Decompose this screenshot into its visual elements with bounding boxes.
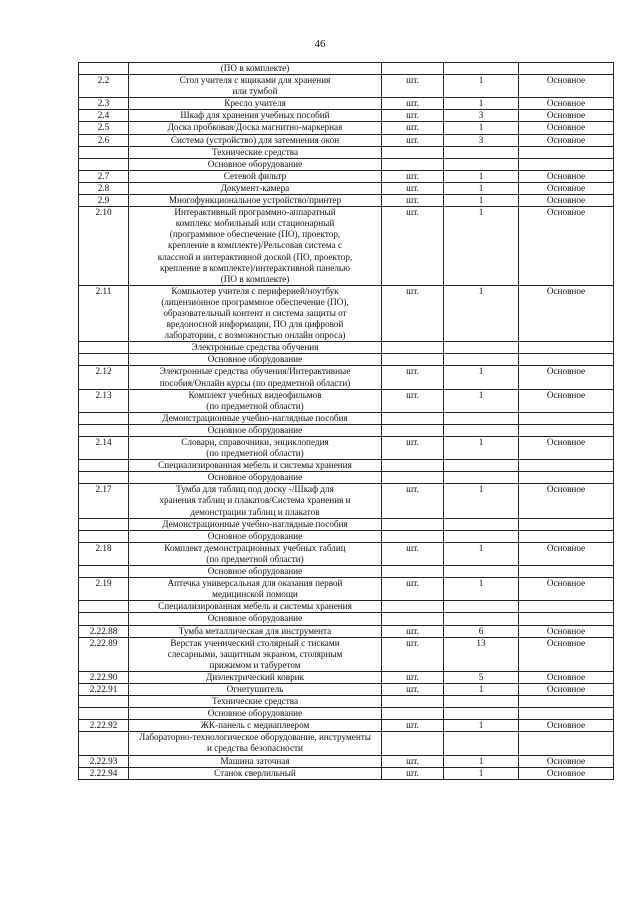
equipment-type-cell: Основное xyxy=(519,542,614,565)
section-row xyxy=(79,472,614,484)
table-row xyxy=(79,484,614,518)
blank-cell xyxy=(79,530,129,542)
qty-cell xyxy=(444,601,519,613)
quantity-cell: 1 xyxy=(444,285,519,341)
unit-cell xyxy=(382,472,444,484)
item-name-cell: Доска пробковая/Доска магнитно-маркерная xyxy=(129,122,382,134)
equipment-type-cell: Основное xyxy=(519,366,614,389)
type-cell xyxy=(519,708,614,720)
item-name-cell: Документ-камера xyxy=(129,182,382,194)
quantity-cell: 1 xyxy=(444,75,519,98)
item-name-cell: Огнетушитель xyxy=(129,683,382,695)
table-row xyxy=(79,63,614,75)
item-number-cell: 2.4 xyxy=(79,110,129,122)
quantity-cell: 1 xyxy=(444,542,519,565)
type-cell xyxy=(519,158,614,170)
qty-cell xyxy=(444,342,519,354)
equipment-type-cell: Основное xyxy=(519,75,614,98)
item-name-cell: Тумба металлическая для инструмента xyxy=(129,625,382,637)
quantity-cell: 1 xyxy=(444,207,519,286)
type-cell xyxy=(519,146,614,158)
unit-cell xyxy=(382,708,444,720)
item-name-cell: Аптечка универсальная для оказания первой медицинской помощи xyxy=(129,578,382,601)
item-number-cell: 2.14 xyxy=(79,437,129,460)
blank-cell xyxy=(79,613,129,625)
unit-cell: шт. xyxy=(382,767,444,779)
item-name-cell: Комплект демонстрационных учебных таблиц (по предметной области) xyxy=(129,542,382,565)
item-number-cell: 2.5 xyxy=(79,122,129,134)
equipment-type-cell: Основное xyxy=(519,170,614,182)
qty-cell xyxy=(444,412,519,424)
qty-cell xyxy=(444,708,519,720)
unit-cell: шт. xyxy=(382,484,444,518)
unit-cell: шт. xyxy=(382,437,444,460)
blank-cell xyxy=(79,354,129,366)
unit-cell: шт. xyxy=(382,366,444,389)
item-number-cell: 2.22.93 xyxy=(79,755,129,767)
equipment-type-cell: Основное xyxy=(519,134,614,146)
section-row xyxy=(79,696,614,708)
section-row xyxy=(79,518,614,530)
section-label: Технические средства xyxy=(129,696,382,708)
equipment-type-cell: Основное xyxy=(519,122,614,134)
item-number-cell: 2.19 xyxy=(79,578,129,601)
unit-cell xyxy=(382,342,444,354)
table-row xyxy=(79,578,614,601)
item-name-cell: (ПО в комплекте) xyxy=(129,63,382,75)
unit-cell: шт. xyxy=(382,755,444,767)
item-number-cell: 2.22.88 xyxy=(79,625,129,637)
quantity-cell: 1 xyxy=(444,170,519,182)
qty-cell xyxy=(444,472,519,484)
unit-cell: шт. xyxy=(382,671,444,683)
item-name-cell: Электронные средства обучения/Интерактивные пособия/Онлайн курсы (по предметной области) xyxy=(129,366,382,389)
qty-cell xyxy=(444,354,519,366)
equipment-type-cell: Основное xyxy=(519,578,614,601)
item-number-cell: 2.6 xyxy=(79,134,129,146)
table-row xyxy=(79,683,614,695)
item-name-cell: Многофункциональное устройство/принтер xyxy=(129,195,382,207)
page-number: 46 xyxy=(314,38,326,50)
blank-cell xyxy=(79,158,129,170)
unit-cell xyxy=(382,613,444,625)
equipment-type-cell: Основное xyxy=(519,683,614,695)
section-label: Технические средства xyxy=(129,146,382,158)
table-row xyxy=(79,625,614,637)
item-name-cell: Сетевой фильтр xyxy=(129,170,382,182)
blank-cell xyxy=(79,424,129,436)
item-name-cell: Шкаф для хранения учебных пособий xyxy=(129,110,382,122)
unit-cell: шт. xyxy=(382,207,444,286)
section-row xyxy=(79,158,614,170)
unit-cell: шт. xyxy=(382,98,444,110)
section-label: Основное оборудование xyxy=(129,158,382,170)
section-row xyxy=(79,566,614,578)
unit-cell: шт. xyxy=(382,75,444,98)
equipment-type-cell: Основное xyxy=(519,637,614,671)
item-name-cell: Интерактивный программно-аппаратный комплекс мобильный или стационарный (программное обеспечение (ПО), проектор, крепление в комплекте)/Рельсовая система с классной и интерактивной доской (ПО, проектор, крепление в комплекте)/интерактивной панелью (ПО в комплекте) xyxy=(129,207,382,286)
section-row xyxy=(79,460,614,472)
item-number-cell: 2.22.91 xyxy=(79,683,129,695)
table-row xyxy=(79,170,614,182)
equipment-type-cell: Основное xyxy=(519,98,614,110)
item-number-cell: 2.13 xyxy=(79,389,129,412)
unit-cell: шт. xyxy=(382,134,444,146)
unit-cell: шт. xyxy=(382,110,444,122)
qty-cell xyxy=(444,146,519,158)
section-row xyxy=(79,732,614,755)
section-label: Демонстрационные учебно-наглядные пособия xyxy=(129,412,382,424)
quantity-cell: 6 xyxy=(444,625,519,637)
section-label: Основное оборудование xyxy=(129,354,382,366)
item-number-cell: 2.10 xyxy=(79,207,129,286)
unit-cell: шт. xyxy=(382,683,444,695)
item-number-cell: 2.18 xyxy=(79,542,129,565)
section-label: Демонстрационные учебно-наглядные пособия xyxy=(129,518,382,530)
equipment-type-cell: Основное xyxy=(519,437,614,460)
table-row xyxy=(79,285,614,341)
quantity-cell: 3 xyxy=(444,134,519,146)
quantity-cell: 1 xyxy=(444,683,519,695)
equipment-type-cell: Основное xyxy=(519,755,614,767)
qty-cell xyxy=(444,460,519,472)
table-row xyxy=(79,134,614,146)
section-label: Лабораторно-технологическое оборудование, инструменты и средства безопасности xyxy=(129,732,382,755)
table-row xyxy=(79,671,614,683)
section-label: Основное оборудование xyxy=(129,708,382,720)
item-name-cell: Компьютер учителя с периферией/ноутбук (лицензионное программное обеспечение (ПО), образовательный контент и система защиты от вредоносной информации, ПО для цифровой лаборатории, с возможностью онлайн опроса) xyxy=(129,285,382,341)
table-row xyxy=(79,182,614,194)
table-row xyxy=(79,75,614,98)
quantity-cell: 13 xyxy=(444,637,519,671)
equipment-type-cell: Основное xyxy=(519,207,614,286)
type-cell xyxy=(519,472,614,484)
table-row xyxy=(79,637,614,671)
blank-cell xyxy=(79,708,129,720)
section-label: Специализированная мебель и системы хранения xyxy=(129,460,382,472)
table-row xyxy=(79,720,614,732)
table-row xyxy=(79,755,614,767)
item-number-cell: 2.8 xyxy=(79,182,129,194)
unit-cell: шт. xyxy=(382,389,444,412)
type-cell xyxy=(519,342,614,354)
section-label: Основное оборудование xyxy=(129,566,382,578)
type-cell xyxy=(519,530,614,542)
quantity-cell xyxy=(444,63,519,75)
item-name-cell: ЖК-панель с медиаплеером xyxy=(129,720,382,732)
unit-cell xyxy=(382,530,444,542)
type-cell xyxy=(519,424,614,436)
table-row xyxy=(79,195,614,207)
unit-cell xyxy=(382,146,444,158)
type-cell xyxy=(519,732,614,755)
qty-cell xyxy=(444,518,519,530)
item-name-cell: Комплект учебных видеофильмов (по предметной области) xyxy=(129,389,382,412)
qty-cell xyxy=(444,696,519,708)
equipment-type-cell: Основное xyxy=(519,484,614,518)
unit-cell: шт. xyxy=(382,170,444,182)
table-row xyxy=(79,437,614,460)
quantity-cell: 1 xyxy=(444,389,519,412)
quantity-cell: 3 xyxy=(444,110,519,122)
unit-cell xyxy=(382,518,444,530)
type-cell xyxy=(519,518,614,530)
qty-cell xyxy=(444,566,519,578)
item-name-cell: Словари, справочники, энциклопедия (по предметной области) xyxy=(129,437,382,460)
section-row xyxy=(79,613,614,625)
unit-cell: шт. xyxy=(382,285,444,341)
equipment-type-cell xyxy=(519,63,614,75)
item-name-cell: Кресло учителя xyxy=(129,98,382,110)
type-cell xyxy=(519,566,614,578)
equipment-type-cell: Основное xyxy=(519,110,614,122)
type-cell xyxy=(519,354,614,366)
item-number-cell: 2.7 xyxy=(79,170,129,182)
quantity-cell: 1 xyxy=(444,98,519,110)
unit-cell: шт. xyxy=(382,195,444,207)
quantity-cell: 1 xyxy=(444,182,519,194)
blank-cell xyxy=(79,146,129,158)
equipment-table-body xyxy=(79,63,614,780)
section-row xyxy=(79,354,614,366)
unit-cell xyxy=(382,696,444,708)
unit-cell: шт. xyxy=(382,720,444,732)
quantity-cell: 5 xyxy=(444,671,519,683)
item-name-cell: Диэлектрический коврик xyxy=(129,671,382,683)
blank-cell xyxy=(79,412,129,424)
quantity-cell: 1 xyxy=(444,437,519,460)
quantity-cell: 1 xyxy=(444,366,519,389)
item-name-cell: Стол учителя с ящиками для хранения или тумбой xyxy=(129,75,382,98)
section-row xyxy=(79,342,614,354)
unit-cell xyxy=(382,460,444,472)
unit-cell xyxy=(382,566,444,578)
equipment-type-cell: Основное xyxy=(519,285,614,341)
unit-cell xyxy=(382,412,444,424)
equipment-type-cell: Основное xyxy=(519,767,614,779)
table-row xyxy=(79,207,614,286)
quantity-cell: 1 xyxy=(444,720,519,732)
unit-cell: шт. xyxy=(382,122,444,134)
item-number-cell: 2.22.89 xyxy=(79,637,129,671)
quantity-cell: 1 xyxy=(444,578,519,601)
equipment-type-cell: Основное xyxy=(519,671,614,683)
equipment-type-cell: Основное xyxy=(519,195,614,207)
qty-cell xyxy=(444,613,519,625)
table-row xyxy=(79,122,614,134)
equipment-type-cell: Основное xyxy=(519,389,614,412)
type-cell xyxy=(519,613,614,625)
table-row xyxy=(79,98,614,110)
table-row xyxy=(79,542,614,565)
qty-cell xyxy=(444,530,519,542)
item-number-cell: 2.9 xyxy=(79,195,129,207)
unit-cell: шт. xyxy=(382,578,444,601)
type-cell xyxy=(519,696,614,708)
section-row xyxy=(79,412,614,424)
quantity-cell: 1 xyxy=(444,195,519,207)
section-label: Основное оборудование xyxy=(129,472,382,484)
table-row xyxy=(79,366,614,389)
unit-cell: шт. xyxy=(382,625,444,637)
unit-cell xyxy=(382,158,444,170)
type-cell xyxy=(519,601,614,613)
item-number-cell: 2.12 xyxy=(79,366,129,389)
table-row xyxy=(79,389,614,412)
section-label: Специализированная мебель и системы хранения xyxy=(129,601,382,613)
qty-cell xyxy=(444,424,519,436)
section-label: Основное оборудование xyxy=(129,424,382,436)
qty-cell xyxy=(444,732,519,755)
equipment-type-cell: Основное xyxy=(519,182,614,194)
quantity-cell: 1 xyxy=(444,767,519,779)
section-row xyxy=(79,601,614,613)
unit-cell: шт. xyxy=(382,182,444,194)
blank-cell xyxy=(79,566,129,578)
equipment-table xyxy=(78,62,614,780)
section-row xyxy=(79,530,614,542)
section-row xyxy=(79,424,614,436)
item-name-cell: Верстак ученический столярный с тисками слесарными, защитным экраном, столярным прижимом и табуретом xyxy=(129,637,382,671)
item-number-cell: 2.22.90 xyxy=(79,671,129,683)
section-label: Основное оборудование xyxy=(129,530,382,542)
item-name-cell: Тумба для таблиц под доску -/Шкаф для хранения таблиц и плакатов/Система хранения и демонстрации таблиц и плакатов xyxy=(129,484,382,518)
quantity-cell: 1 xyxy=(444,122,519,134)
equipment-type-cell: Основное xyxy=(519,720,614,732)
item-name-cell: Станок сверлильный xyxy=(129,767,382,779)
blank-cell xyxy=(79,696,129,708)
item-number-cell: 2.17 xyxy=(79,484,129,518)
item-number-cell: 2.22.94 xyxy=(79,767,129,779)
quantity-cell: 1 xyxy=(444,755,519,767)
quantity-cell: 1 xyxy=(444,484,519,518)
unit-cell xyxy=(382,732,444,755)
blank-cell xyxy=(79,518,129,530)
table-row xyxy=(79,110,614,122)
item-name-cell: Система (устройство) для затемнения окон xyxy=(129,134,382,146)
section-row xyxy=(79,708,614,720)
unit-cell xyxy=(382,424,444,436)
unit-cell: шт. xyxy=(382,542,444,565)
section-label: Электронные средства обучения xyxy=(129,342,382,354)
unit-cell xyxy=(382,601,444,613)
item-number-cell: 2.22.92 xyxy=(79,720,129,732)
blank-cell xyxy=(79,732,129,755)
blank-cell xyxy=(79,342,129,354)
table-row xyxy=(79,767,614,779)
item-number-cell: 2.2 xyxy=(79,75,129,98)
blank-cell xyxy=(79,472,129,484)
unit-cell: шт. xyxy=(382,637,444,671)
unit-cell xyxy=(382,63,444,75)
item-number-cell: 2.3 xyxy=(79,98,129,110)
blank-cell xyxy=(79,601,129,613)
item-name-cell: Машина заточная xyxy=(129,755,382,767)
unit-cell xyxy=(382,354,444,366)
blank-cell xyxy=(79,460,129,472)
section-label: Основное оборудование xyxy=(129,613,382,625)
equipment-type-cell: Основное xyxy=(519,625,614,637)
section-row xyxy=(79,146,614,158)
item-number-cell: 2.11 xyxy=(79,285,129,341)
item-number-cell xyxy=(79,63,129,75)
qty-cell xyxy=(444,158,519,170)
type-cell xyxy=(519,460,614,472)
type-cell xyxy=(519,412,614,424)
